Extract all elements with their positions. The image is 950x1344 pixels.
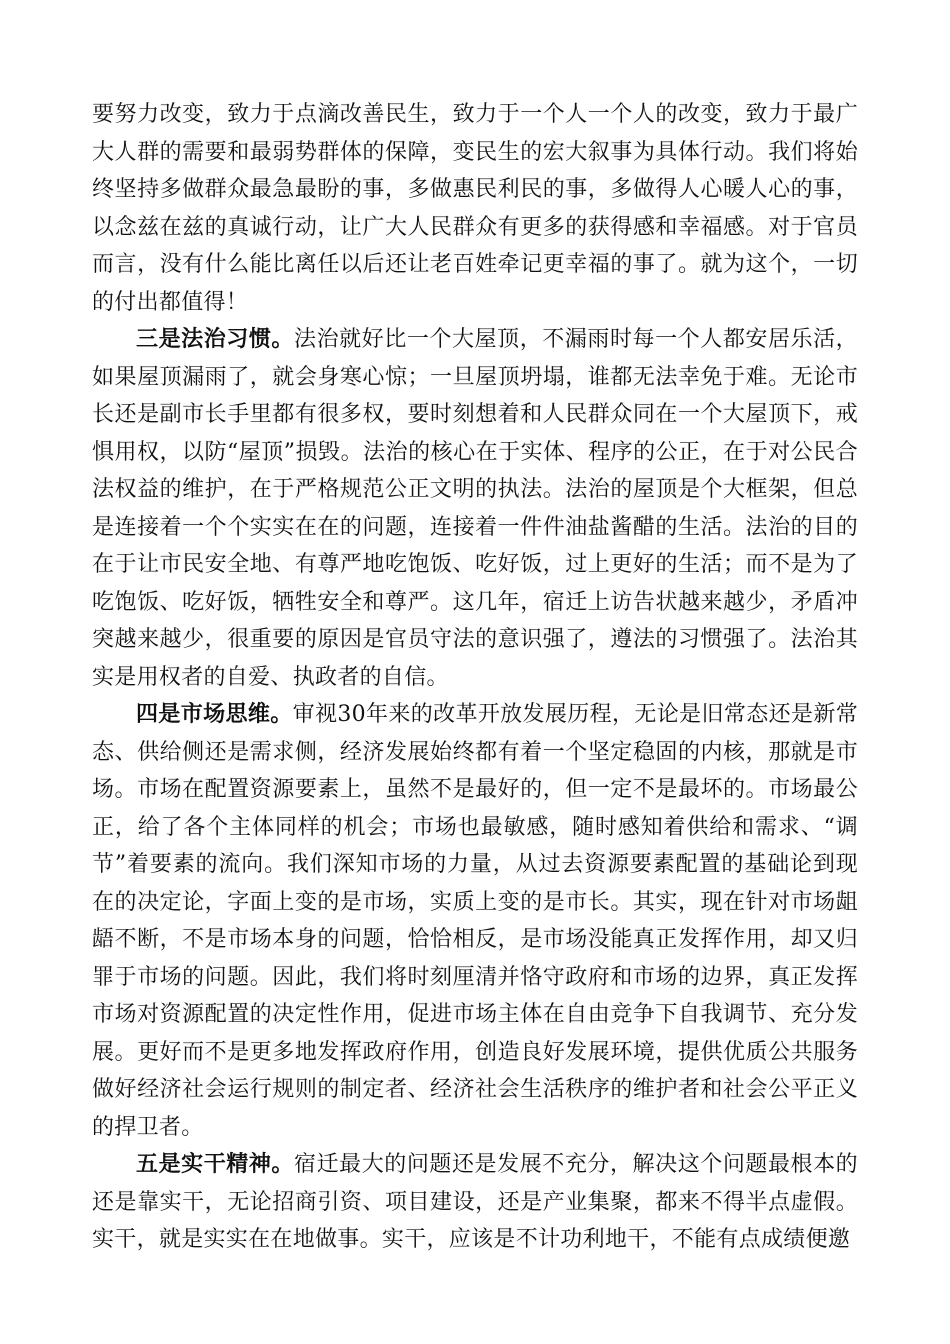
paragraph-rule-of-law [92, 321, 858, 696]
document-body [92, 96, 858, 1259]
paragraph-hard-work [92, 1146, 858, 1259]
paragraph-text: 法治就好比一个大屋顶，不漏雨时每一个人都安居乐活，如果屋顶漏雨了，就会身寒心惊；一旦屋顶坍塌，谁都无法幸免于难。无论市长还是副市长手里都有很多权，要时刻想着和人民群众同在一个大屋顶下，戒惧用权，以防“屋顶”损毁。法治的核心在于实体、程序的公正，在于对公民合法权益的维护，在于严格规范公正文明的执法。法治的屋顶是个大框架，但总是连接着一个个实实在在的问题，连接着一件件油盐酱醋的生活。法治的目的在于让市民安全地、有尊严地吃饱饭、吃好饭，过上更好的生活；而不是为了吃饱饭、吃好饭，牺牲安全和尊严。这几年，宿迁上访告状越来越少，矛盾冲突越来越少，很重要的原因是官员守法的意识强了，遵法的习惯强了。法治其实是用权者的自爱、执政者的自信。 [92, 327, 858, 690]
paragraph-text: 要努力改变，致力于点滴改善民生，致力于一个人一个人的改变，致力于最广大人群的需要和最弱势群体的保障，变民生的宏大叙事为具体行动。我们将始终坚持多做群众最急最盼的事，多做惠民利民的事，多做得人心暖人心的事，以念兹在兹的真诚行动，让广大人民群众有更多的获得感和幸福感。对于官员而言，没有什么能比离任以后还让老百姓牵记更幸福的事了。就为这个，一切的付出都值得！ [92, 102, 858, 315]
paragraph-market-thinking [92, 696, 858, 1146]
paragraph-heading: 四是市场思维。 [136, 701, 293, 727]
paragraph-continuation [92, 96, 858, 321]
paragraph-heading: 三是法治习惯。 [136, 326, 294, 352]
paragraph-text: 宿迁最大的问题还是发展不充分，解决这个问题最根本的还是靠实干，无论招商引资、项目建设，还是产业集聚，都来不得半点虚假。实干，就是实实在在地做事。实干，应该是不计功利地干，不能有点成绩便邀 [92, 1152, 858, 1252]
paragraph-heading: 五是实干精神。 [136, 1151, 294, 1177]
paragraph-text: 审视30年来的改革开放发展历程，无论是旧常态还是新常态、供给侧还是需求侧，经济发展始终都有着一个坚定稳固的内核，那就是市场。市场在配置资源要素上，虽然不是最好的，但一定不是最坏的。市场最公正，给了各个主体同样的机会；市场也最敏感，随时感知着供给和需求、“调节”着要素的流向。我们深知市场的力量，从过去资源要素配置的基础论到现在的决定论，字面上变的是市场，实质上变的是市长。其实，现在针对市场龃龉不断，不是市场本身的问题，恰恰相反，是市场没能真正发挥作用，却又归罪于市场的问题。因此，我们将时刻厘清并恪守政府和市场的边界，真正发挥市场对资源配置的决定性作用，促进市场主体在自由竞争下自我调节、充分发展。更好而不是更多地发挥政府作用，创造良好发展环境，提供优质公共服务做好经济社会运行规则的制定者、经济社会生活秩序的维护者和社会公平正义的捍卫者。 [92, 702, 858, 1140]
